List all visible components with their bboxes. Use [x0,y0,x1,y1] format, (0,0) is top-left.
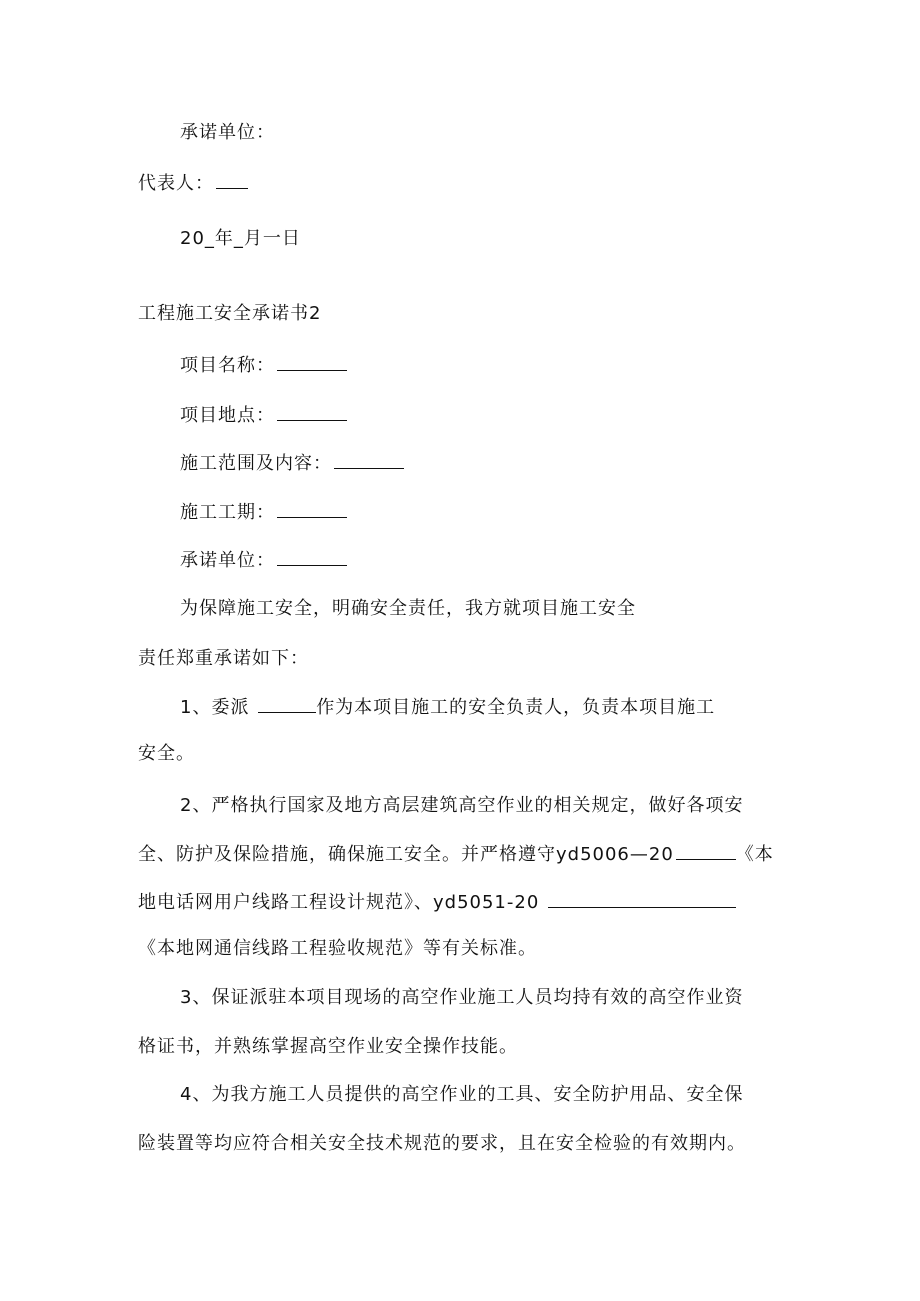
item3-line-2: 格证书，并熟练掌握高空作业安全操作技能。 [138,1036,518,1057]
representative-blank [216,172,248,189]
item1-rest: 作为本项目施工的安全负责人，负责本项目施工 [316,697,716,718]
intro-line-2: 责任郑重承诺如下： [138,648,309,669]
delegate-blank [258,696,316,713]
field-period-blank [277,501,347,518]
item4-line-2: 险装置等均应符合相关安全技术规范的要求，且在安全检验的有效期内。 [138,1133,746,1154]
field-project-name-label: 项目名称： [180,355,275,376]
intro-line-1: 为保障施工安全，明确安全责任，我方就项目施工安全 [180,598,636,619]
item2-line-2-tail: 《本 [735,844,774,865]
item3-line-1: 3、保证派驻本项目现场的高空作业施工人员均持有效的高空作业资 [180,987,744,1008]
top-promisor-label: 承诺单位： [180,122,275,143]
item2-line-2 [138,843,774,866]
item2-line-1: 2、严格执行国家及地方高层建筑高空作业的相关规定，做好各项安 [180,795,744,816]
field-promisor [180,549,347,572]
item2-line-4: 《本地网通信线路工程验收规范》等有关标准。 [138,938,537,959]
field-project-name [180,354,347,377]
item1-line-2: 安全。 [138,743,195,764]
field-scope-label: 施工范围及内容： [180,453,332,474]
field-project-location [180,404,347,427]
field-promisor-label: 承诺单位： [180,550,275,571]
field-promisor-blank [277,549,347,566]
field-project-location-blank [277,404,347,421]
field-project-name-blank [277,354,347,371]
standard-yd5051-blank [548,891,736,908]
item4-line-1: 4、为我方施工人员提供的高空作业的工具、安全防护用品、安全保 [180,1084,744,1105]
item2-line-3-text: 地电话网用户线路工程设计规范》、yd5051-20 [138,892,540,913]
item2-line-2-text: 全、防护及保险措施，确保施工安全。并严格遵守yd5006—20 [138,844,674,865]
field-scope [180,452,404,475]
field-period-label: 施工工期： [180,502,275,523]
field-period [180,501,347,524]
item2-line-3 [138,891,736,914]
top-representative-label: 代表人： [138,173,214,194]
standard-yd5006-blank [676,843,736,860]
top-representative-line [138,172,248,195]
field-project-location-label: 项目地点： [180,405,275,426]
item1-line-1 [180,696,715,719]
item1-prefix: 1、委派 [180,697,250,718]
field-scope-blank [334,452,404,469]
top-date: 20_年_月一日 [180,228,301,249]
doc-title: 工程施工安全承诺书2 [138,303,322,324]
